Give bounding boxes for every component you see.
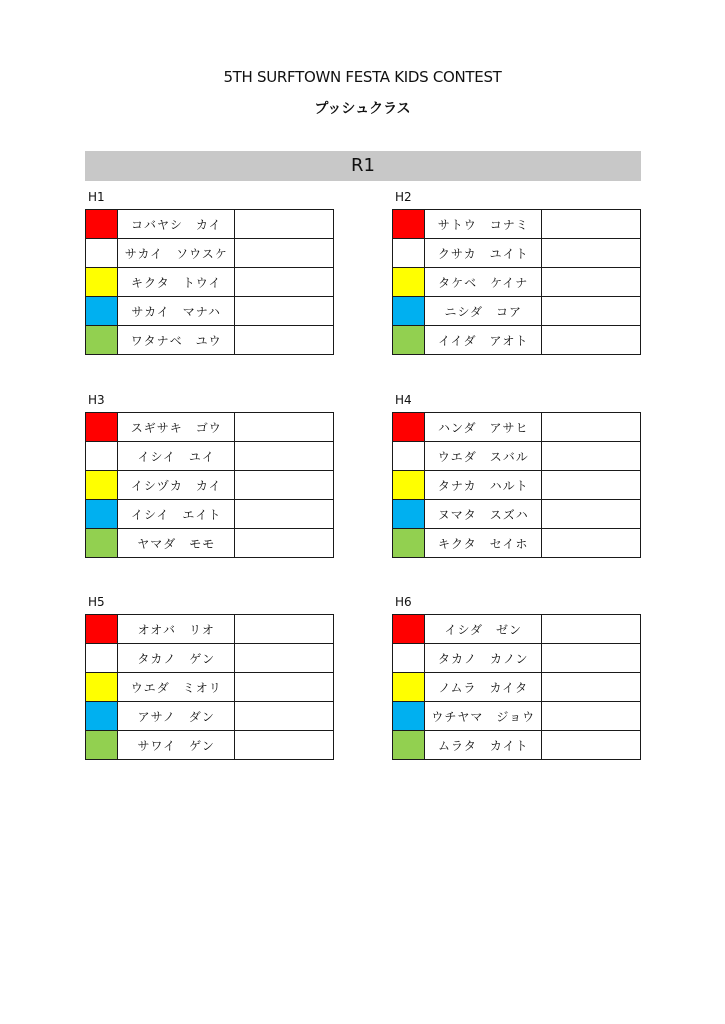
table-row bbox=[393, 702, 641, 731]
heat-block bbox=[85, 393, 334, 558]
jersey-color-swatch bbox=[86, 210, 118, 239]
table-row bbox=[393, 413, 641, 442]
score-cell bbox=[235, 442, 334, 471]
table-row bbox=[86, 471, 334, 500]
score-cell bbox=[542, 702, 641, 731]
surfer-name: ノムラ カイタ bbox=[425, 673, 542, 702]
score-cell bbox=[235, 644, 334, 673]
jersey-color-swatch bbox=[86, 615, 118, 644]
round-header: R1 bbox=[85, 151, 641, 181]
table-row bbox=[393, 442, 641, 471]
surfer-name: ワタナベ ユウ bbox=[118, 326, 235, 355]
surfer-name: ハンダ アサヒ bbox=[425, 413, 542, 442]
table-row bbox=[86, 731, 334, 760]
table-row bbox=[393, 297, 641, 326]
heat-table bbox=[85, 614, 334, 760]
score-cell bbox=[542, 297, 641, 326]
jersey-color-swatch bbox=[86, 413, 118, 442]
jersey-color-swatch bbox=[393, 702, 425, 731]
score-cell bbox=[235, 239, 334, 268]
surfer-name: ニシダ コア bbox=[425, 297, 542, 326]
heat-block bbox=[85, 190, 334, 355]
score-cell bbox=[235, 615, 334, 644]
surfer-name: オオバ リオ bbox=[118, 615, 235, 644]
jersey-color-swatch bbox=[393, 268, 425, 297]
jersey-color-swatch bbox=[393, 500, 425, 529]
heat-label: H3 bbox=[88, 393, 105, 407]
jersey-color-swatch bbox=[86, 673, 118, 702]
score-cell bbox=[542, 529, 641, 558]
score-cell bbox=[542, 471, 641, 500]
jersey-color-swatch bbox=[393, 297, 425, 326]
surfer-name: スギサキ ゴウ bbox=[118, 413, 235, 442]
jersey-color-swatch bbox=[86, 644, 118, 673]
score-cell bbox=[542, 210, 641, 239]
jersey-color-swatch bbox=[393, 644, 425, 673]
jersey-color-swatch bbox=[86, 702, 118, 731]
table-row bbox=[86, 615, 334, 644]
jersey-color-swatch bbox=[86, 529, 118, 558]
table-row bbox=[393, 268, 641, 297]
heat-table bbox=[392, 614, 641, 760]
jersey-color-swatch bbox=[86, 239, 118, 268]
jersey-color-swatch bbox=[86, 442, 118, 471]
surfer-name: サカイ マナハ bbox=[118, 297, 235, 326]
score-cell bbox=[235, 529, 334, 558]
surfer-name: イシイ エイト bbox=[118, 500, 235, 529]
surfer-name: タケベ ケイナ bbox=[425, 268, 542, 297]
table-row bbox=[393, 673, 641, 702]
score-cell bbox=[542, 442, 641, 471]
heat-label: H1 bbox=[88, 190, 105, 204]
heat-table bbox=[85, 412, 334, 558]
table-row bbox=[393, 615, 641, 644]
jersey-color-swatch bbox=[86, 326, 118, 355]
jersey-color-swatch bbox=[393, 210, 425, 239]
jersey-color-swatch bbox=[86, 471, 118, 500]
score-cell bbox=[542, 239, 641, 268]
table-row bbox=[86, 673, 334, 702]
table-row bbox=[86, 239, 334, 268]
table-row bbox=[393, 529, 641, 558]
surfer-name: イシイ ユイ bbox=[118, 442, 235, 471]
table-row bbox=[86, 297, 334, 326]
jersey-color-swatch bbox=[393, 615, 425, 644]
jersey-color-swatch bbox=[86, 268, 118, 297]
table-row bbox=[393, 471, 641, 500]
score-cell bbox=[542, 268, 641, 297]
heat-block bbox=[85, 595, 334, 760]
score-cell bbox=[542, 644, 641, 673]
surfer-name: ヌマタ スズハ bbox=[425, 500, 542, 529]
jersey-color-swatch bbox=[86, 297, 118, 326]
score-cell bbox=[542, 615, 641, 644]
score-cell bbox=[542, 731, 641, 760]
heat-table bbox=[85, 209, 334, 355]
table-row bbox=[393, 239, 641, 268]
jersey-color-swatch bbox=[393, 326, 425, 355]
jersey-color-swatch bbox=[393, 239, 425, 268]
heat-label: H4 bbox=[395, 393, 412, 407]
heat-block bbox=[392, 595, 641, 760]
score-cell bbox=[542, 413, 641, 442]
score-cell bbox=[542, 326, 641, 355]
score-cell bbox=[542, 500, 641, 529]
table-row bbox=[86, 500, 334, 529]
table-row bbox=[86, 268, 334, 297]
jersey-color-swatch bbox=[393, 673, 425, 702]
heat-label: H2 bbox=[395, 190, 412, 204]
table-row bbox=[86, 702, 334, 731]
surfer-name: イシヅカ カイ bbox=[118, 471, 235, 500]
heat-block bbox=[392, 190, 641, 355]
score-cell bbox=[235, 326, 334, 355]
surfer-name: キクタ トウイ bbox=[118, 268, 235, 297]
surfer-name: サトウ コナミ bbox=[425, 210, 542, 239]
jersey-color-swatch bbox=[393, 471, 425, 500]
surfer-name: サカイ ソウスケ bbox=[118, 239, 235, 268]
table-row bbox=[86, 442, 334, 471]
heat-block bbox=[392, 393, 641, 558]
table-row bbox=[86, 210, 334, 239]
surfer-name: タナカ ハルト bbox=[425, 471, 542, 500]
surfer-name: タカノ カノン bbox=[425, 644, 542, 673]
table-row bbox=[393, 326, 641, 355]
table-row bbox=[393, 500, 641, 529]
score-cell bbox=[235, 673, 334, 702]
jersey-color-swatch bbox=[86, 500, 118, 529]
surfer-name: キクタ セイホ bbox=[425, 529, 542, 558]
surfer-name: アサノ ダン bbox=[118, 702, 235, 731]
score-cell bbox=[235, 413, 334, 442]
surfer-name: クサカ ユイト bbox=[425, 239, 542, 268]
surfer-name: サワイ ゲン bbox=[118, 731, 235, 760]
surfer-name: ムラタ カイト bbox=[425, 731, 542, 760]
score-cell bbox=[235, 500, 334, 529]
score-cell bbox=[235, 210, 334, 239]
surfer-name: タカノ ゲン bbox=[118, 644, 235, 673]
jersey-color-swatch bbox=[393, 731, 425, 760]
surfer-name: コバヤシ カイ bbox=[118, 210, 235, 239]
table-row bbox=[86, 413, 334, 442]
table-row bbox=[393, 731, 641, 760]
heat-label: H6 bbox=[395, 595, 412, 609]
surfer-name: ウエダ ミオリ bbox=[118, 673, 235, 702]
surfer-name: ヤマダ モモ bbox=[118, 529, 235, 558]
jersey-color-swatch bbox=[393, 442, 425, 471]
jersey-color-swatch bbox=[86, 731, 118, 760]
class-subtitle: プッシュクラス bbox=[314, 101, 411, 117]
surfer-name: ウチヤマ ジョウ bbox=[425, 702, 542, 731]
heat-table bbox=[392, 209, 641, 355]
score-cell bbox=[235, 268, 334, 297]
table-row bbox=[86, 644, 334, 673]
table-row bbox=[86, 326, 334, 355]
score-cell bbox=[235, 702, 334, 731]
contest-title: 5TH SURFTOWN FESTA KIDS CONTEST bbox=[223, 68, 502, 86]
jersey-color-swatch bbox=[393, 413, 425, 442]
surfer-name: イシダ ゼン bbox=[425, 615, 542, 644]
heat-table bbox=[392, 412, 641, 558]
score-cell bbox=[235, 297, 334, 326]
jersey-color-swatch bbox=[393, 529, 425, 558]
table-row bbox=[393, 210, 641, 239]
surfer-name: イイダ アオト bbox=[425, 326, 542, 355]
table-row bbox=[86, 529, 334, 558]
heat-label: H5 bbox=[88, 595, 105, 609]
score-cell bbox=[235, 731, 334, 760]
surfer-name: ウエダ スバル bbox=[425, 442, 542, 471]
score-cell bbox=[542, 673, 641, 702]
table-row bbox=[393, 644, 641, 673]
score-cell bbox=[235, 471, 334, 500]
